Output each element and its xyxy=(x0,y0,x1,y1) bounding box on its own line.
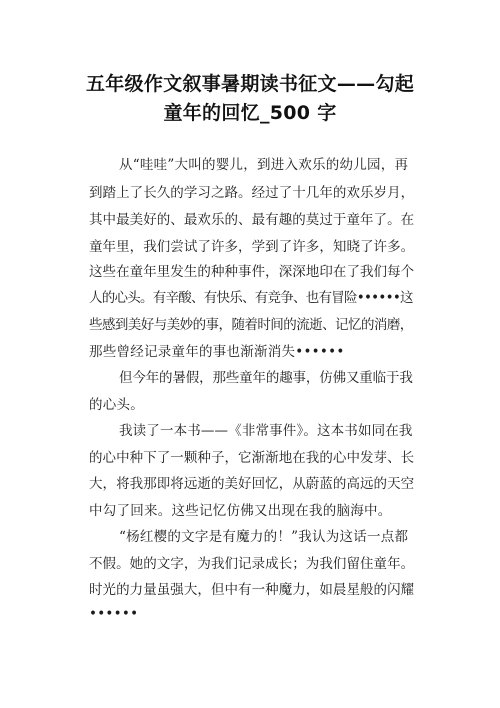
body-line: 些感到美好与美妙的事，随着时间的流逝、记忆的消磨， xyxy=(89,317,413,333)
body-line: 其中最美好的、最欢乐的、最有趣的莫过于童年了。在 xyxy=(89,212,415,228)
body-line: 的心中种下了一颗种子，它渐渐地在我的心中发芽、长 xyxy=(89,450,415,466)
body-line: 但今年的暑假，那些童年的趣事，仿佛又重临于我 xyxy=(119,370,413,386)
body-line: 从“哇哇”大叫的婴儿，到进入欢乐的幼儿园，再 xyxy=(119,157,409,173)
document-title xyxy=(60,70,440,128)
body-line: 童年里，我们尝试了许多，学到了许多，知晓了许多。 xyxy=(89,239,415,255)
body-line: 我读了一本书——《非常事件》。这本书如同在我 xyxy=(119,423,413,439)
body-line: •••••• xyxy=(89,606,139,622)
body-line: 大，将我那即将远逝的美好回忆，从蔚蓝的高远的天空 xyxy=(89,476,415,492)
body-line: 中勾了回来。这些记忆仿佛又出现在我的脑海中。 xyxy=(89,503,392,519)
title-line-2: 童年的回忆_500 字 xyxy=(163,102,337,124)
body-line: 人的心头。有辛酸、有快乐、有竞争、也有冒险••••••这 xyxy=(89,290,413,306)
body-line: 时光的力量虽强大，但中有一种魔力，如晨星般的闪耀 xyxy=(89,582,415,598)
body-line: 到踏上了长久的学习之路。经过了十几年的欢乐岁月， xyxy=(89,185,415,201)
body-line: 的心头。 xyxy=(89,397,144,413)
body-line: “杨红樱的文字是有魔力的！”我认为这话一点都 xyxy=(119,529,409,545)
title-line-1: 五年级作文叙事暑期读书征文——勾起 xyxy=(85,73,415,95)
body-line: 这些在童年里发生的种种事件，深深地印在了我们每个 xyxy=(89,264,415,280)
body-line: 不假。她的文字，为我们记录成长；为我们留住童年。 xyxy=(89,556,415,572)
body-line: 那些曾经记录童年的事也渐渐消失•••••• xyxy=(89,344,345,360)
